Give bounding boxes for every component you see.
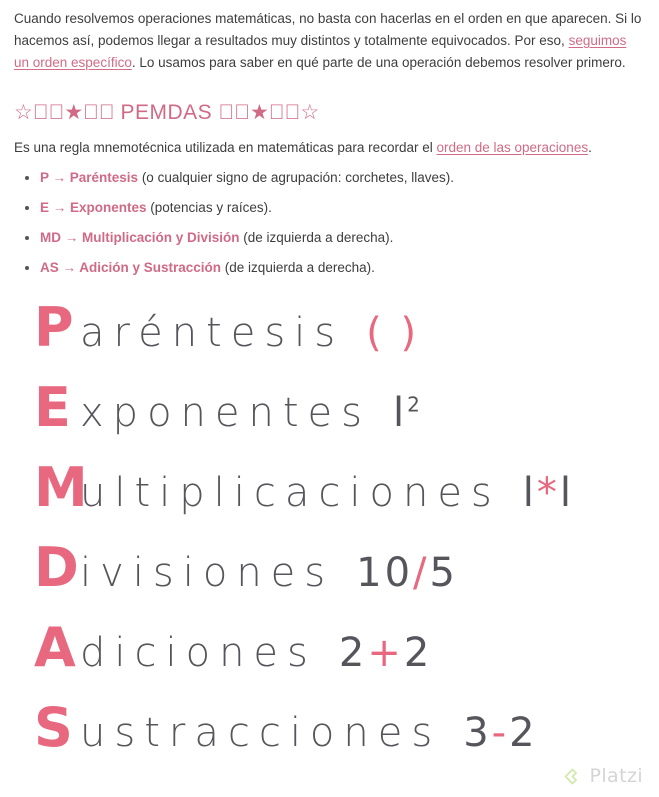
acronym-initial: M: [34, 455, 88, 519]
page-title: ☆ڰۣ★ڰۣ PEMDAS ڰۣ★ڰۣ☆: [14, 100, 320, 124]
rule-detail: (de izquierda a derecha).: [239, 230, 394, 246]
symbol-pre: 2: [338, 629, 368, 676]
rule-detail: (de izquierda a derecha).: [221, 259, 375, 275]
lede-text-before: Es una regla mnemotécnica utilizada en matemáticas para recordar el: [14, 139, 437, 155]
acronym-symbol: [338, 629, 433, 676]
pemdas-graphic: [14, 295, 645, 781]
rule-key: E → Exponentes: [40, 200, 147, 216]
rules-list: [14, 168, 645, 279]
acronym-row-sustracciones: [34, 695, 639, 781]
acronym-symbol: [356, 549, 458, 596]
operations-order-link[interactable]: orden de las operaciones: [436, 139, 589, 155]
acronym-symbol: [463, 709, 538, 756]
intro-paragraph: [14, 8, 645, 74]
acronym-symbol: [392, 389, 423, 436]
acronym-initial: P: [34, 295, 74, 359]
acronym-word: aréntesis: [80, 309, 345, 356]
symbol-post: 5: [429, 549, 458, 596]
symbol-pre: l: [392, 389, 408, 436]
rule-detail: (potencias y raíces).: [146, 200, 272, 216]
acronym-row-divisiones: [34, 535, 639, 621]
symbol-operator: -: [491, 709, 510, 756]
symbol-operator: /: [413, 549, 430, 596]
symbol-post: 2: [509, 709, 538, 756]
platzi-logo-icon: [562, 766, 583, 787]
acronym-initial: S: [34, 695, 73, 759]
intro-line-1: Cuando resolvemos operaciones matemáticas, no basta con hacerlas en el orden en que aparecen.: [14, 11, 612, 26]
intro-line-2: Si lo hacemos así, podemos llegar a resultados muy distintos y totalmente equivocados. Por eso,: [14, 11, 642, 48]
symbol-pre: 10: [356, 549, 414, 596]
acronym-row-adiciones: [34, 615, 639, 701]
acronym-row-exponentes: [34, 375, 639, 461]
list-item: [40, 198, 645, 219]
rule-detail: (o cualquier signo de agrupación: corchetes, llaves).: [138, 170, 454, 186]
lede-text-after: .: [588, 139, 592, 155]
intro-line-3: . Lo usamos para saber en qué parte de una operación debemos resolver primero.: [131, 54, 626, 70]
rule-key: P → Paréntesis: [40, 170, 139, 186]
rule-key: AS → Adición y Sustracción: [40, 259, 222, 275]
symbol-pre: 3: [463, 709, 492, 756]
symbol-operator: *: [536, 469, 560, 516]
acronym-word: xponentes: [80, 389, 371, 436]
acronym-word: ultiplicaciones: [80, 469, 501, 516]
symbol-post: 2: [403, 629, 433, 676]
list-item: [40, 258, 645, 279]
watermark: [562, 765, 643, 787]
list-item: [40, 168, 645, 189]
acronym-word: ivisiones: [80, 549, 335, 596]
symbol-operator: +: [367, 629, 404, 676]
lede-paragraph: [14, 137, 645, 159]
acronym-initial: E: [34, 375, 71, 439]
acronym-word: ustracciones: [80, 709, 442, 756]
acronym-symbol: [522, 469, 575, 516]
acronym-initial: A: [34, 615, 76, 679]
symbol-operator: ( ): [366, 309, 420, 356]
acronym-symbol: [366, 309, 420, 356]
acronym-word: diciones: [80, 629, 317, 676]
watermark-label: Platzi: [589, 765, 643, 787]
symbol-pre: l: [522, 469, 537, 516]
acronym-row-multiplicaciones: [34, 455, 639, 541]
symbol-superscript: 2: [407, 392, 423, 417]
list-item: [40, 228, 645, 249]
acronym-initial: D: [34, 535, 79, 599]
rule-key: MD → Multiplicación y División: [40, 230, 240, 246]
symbol-post: l: [559, 469, 575, 516]
order-link[interactable]: seguimos un orden específico: [14, 32, 627, 70]
acronym-row-parentesis: [34, 295, 639, 381]
